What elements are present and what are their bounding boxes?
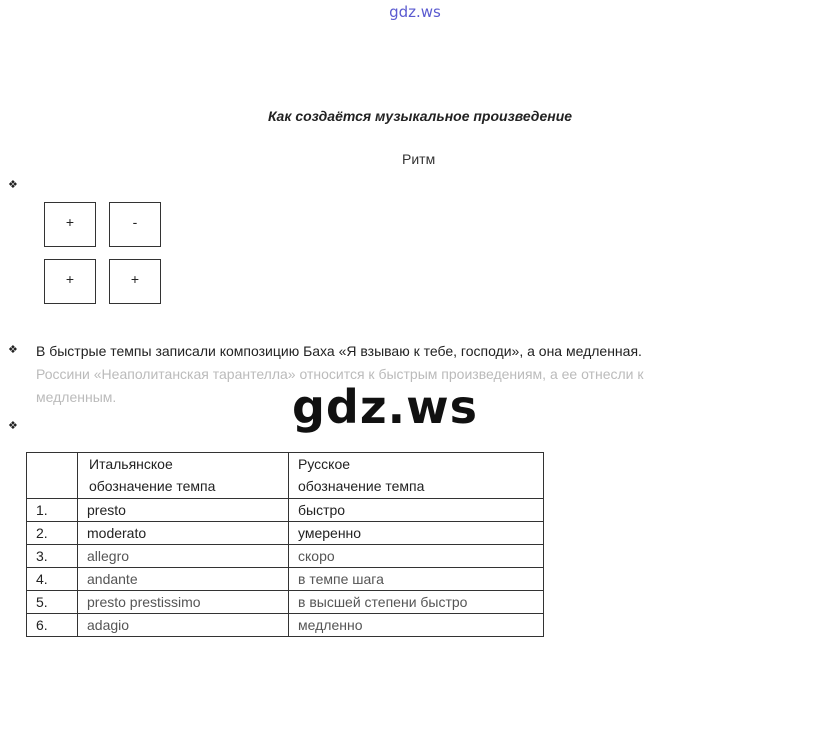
table-header-row	[27, 453, 544, 499]
rhythm-grid-cell: +	[44, 259, 96, 304]
row-number: 2.	[27, 522, 78, 545]
document-title: Как создаётся музыкальное произведение	[267, 108, 573, 124]
table-row	[27, 499, 544, 522]
header-italian-line: обозначение темпа	[89, 478, 216, 494]
rhythm-grid-cell: -	[109, 202, 161, 247]
row-russian-term: в высшей степени быстро	[289, 591, 544, 614]
table-header-cell	[289, 453, 544, 499]
paragraph-line: Россини «Неаполитанская тарантелла» относится к быстрым произведениям, а ее отнесли к	[36, 366, 644, 382]
row-italian-term: allegro	[78, 545, 289, 568]
row-russian-term: быстро	[289, 499, 544, 522]
site-logo[interactable]: gdz.ws	[389, 3, 441, 21]
table-header-cell	[78, 453, 289, 499]
row-number: 5.	[27, 591, 78, 614]
diamond-bullet-icon: ❖	[8, 419, 18, 432]
table-row	[27, 591, 544, 614]
row-russian-term: медленно	[289, 614, 544, 637]
row-italian-term: adagio	[78, 614, 289, 637]
header-russian-line: обозначение темпа	[298, 478, 425, 494]
watermark-logo: gdz.ws	[292, 380, 478, 434]
rhythm-grid-cell: +	[44, 202, 96, 247]
row-italian-term: andante	[78, 568, 289, 591]
table-row	[27, 545, 544, 568]
row-russian-term: умеренно	[289, 522, 544, 545]
paragraph-line: В быстрые темпы записали композицию Баха «Я взываю к тебе, господи», а она медленная.	[36, 343, 642, 359]
table-row	[27, 522, 544, 545]
table-row	[27, 614, 544, 637]
rhythm-grid-cell: +	[109, 259, 161, 304]
diamond-bullet-icon: ❖	[8, 343, 18, 356]
row-russian-term: скоро	[289, 545, 544, 568]
diamond-bullet-icon: ❖	[8, 178, 18, 191]
row-italian-term: moderato	[78, 522, 289, 545]
paragraph-line: медленным.	[36, 389, 117, 405]
table-row	[27, 568, 544, 591]
section-heading: Ритм	[402, 151, 436, 167]
row-russian-term: в темпе шага	[289, 568, 544, 591]
header-italian-line: Итальянское	[89, 456, 173, 472]
row-number: 3.	[27, 545, 78, 568]
tempo-table	[26, 452, 544, 637]
row-italian-term: presto	[78, 499, 289, 522]
row-number: 1.	[27, 499, 78, 522]
row-italian-term: presto prestissimo	[78, 591, 289, 614]
row-number: 6.	[27, 614, 78, 637]
row-number: 4.	[27, 568, 78, 591]
header-russian-line: Русское	[298, 456, 351, 472]
table-header-cell	[27, 453, 78, 499]
